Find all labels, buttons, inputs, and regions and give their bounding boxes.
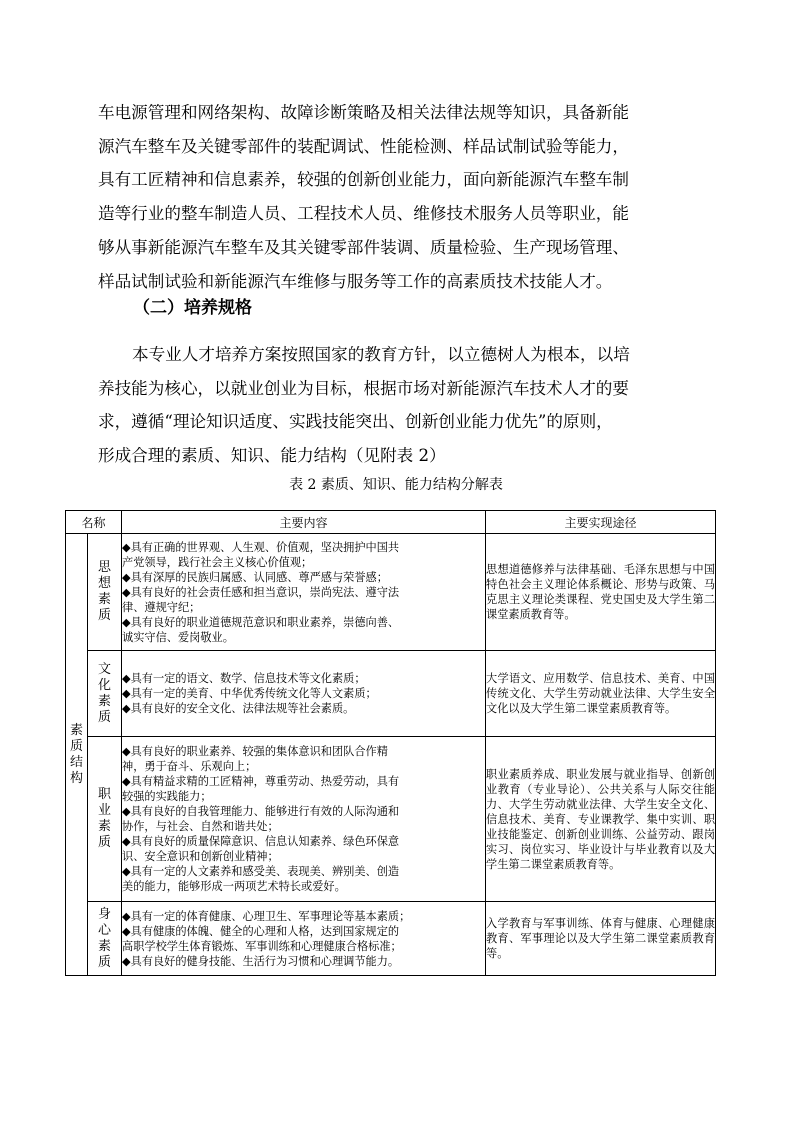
row-name-char: 质 [98,954,112,970]
header-route: 主要实现途径 [486,511,716,534]
row-name-char: 化 [98,677,112,693]
row-name-cell [88,534,122,651]
table-row [66,534,716,651]
row-content-cell [122,651,486,737]
content-line: ◆具有健康的体魄、健全的心理和人格，达到国家规定的 [122,924,400,938]
row-name-char: 素 [98,693,112,709]
paragraph-training-goal [98,96,702,298]
row-name-char: 心 [98,922,112,938]
paragraph-line: 样品试制试验和新能源汽车维修与服务等工作的高素质技术技能人才。 [98,271,613,291]
row-name-char: 文 [98,661,112,677]
paragraph-line: 源汽车整车及关键零部件的装配调试、性能检测、样品试制试验等能力， [98,136,629,156]
row-name-char: 职 [98,787,112,802]
category-char: 构 [69,770,83,786]
content-line: ◆具有正确的世界观、人生观、价值观，坚决拥护中国共 [122,540,400,554]
row-route-cell: 大学语文、应用数学、信息技术、美育、中国传统文化、大学生劳动就业法律、大学生安全文化以及大学生第二课堂素质教育等。 [486,651,716,737]
row-route-cell: 职业素质养成、职业发展与就业指导、创新创业教育（专业导论）、公共关系与人际交往能力、大学生劳动就业法律、大学生安全文化、信息技术、美育、专业课教学、集中实训、职业技能鉴定、创新创业训练、公益劳动、跟岗实习、岗位实习、毕业设计与毕业教育以及大学生第二课堂素质教育等。 [486,737,716,902]
paragraph-line: 够从事新能源汽车整车及其关键零部件装调、质量检验、生产现场管理、 [98,237,629,257]
content-line: ◆具有一定的美育、中华优秀传统文化等人文素质； [122,687,377,700]
row-name-char: 业 [98,803,112,818]
content-line: ◆具有深厚的民族归属感、认同感、尊严感与荣誉感； [122,570,388,584]
row-name-char: 质 [98,608,112,623]
row-content-cell [122,534,486,651]
header-content: 主要内容 [122,511,486,534]
content-line: ◆具有良好的健身技能、生活行为习惯和心理调节能力。 [122,954,400,968]
category-char: 质 [69,738,83,754]
paragraph-line: 本专业人才培养方案按照国家的教育方针，以立德树人为根本，以培 [132,345,630,364]
content-line: 神，勇于奋斗、乐观向上； [122,760,257,773]
header-name: 名称 [66,511,122,534]
content-line: ◆具有良好的质量保障意识、信息认知素养、绿色环保意 [122,835,400,848]
content-line: 美的能力，能够形成一两项艺术特长或爱好。 [122,880,346,893]
row-name-char: 素 [98,819,112,834]
paragraph-line: 具有工匠精神和信息素养，较强的创新创业能力，面向新能源汽车整车制 [98,170,629,190]
content-line: ◆具有良好的职业素养、较强的集体意识和团队合作精 [122,745,388,758]
content-line: 律、遵规守纪； [122,600,201,614]
row-name-char: 思 [98,560,112,575]
paragraph-line: 养技能为核心，以就业创业为目标，根据市场对新能源汽车技术人才的要 [98,378,629,398]
row-name-char: 想 [98,576,112,591]
table-header-row [66,511,716,534]
paragraph-training-spec [98,338,702,473]
section-title: （二）培养规格 [133,298,252,318]
content-line: ◆具有良好的自我管理能力、能够进行有效的人际沟通和 [122,805,400,818]
row-name-char: 素 [98,592,112,607]
content-line: 诚实守信、爱岗敬业。 [122,630,234,644]
table-caption: 表 2 素质、知识、能力结构分解表 [289,477,503,493]
content-line: 较强的实践能力； [122,790,212,803]
paragraph-line: 车电源管理和网络架构、故障诊断策略及相关法律法规等知识，具备新能 [98,103,629,122]
row-name-cell [88,902,122,976]
category-char: 结 [69,754,83,770]
paragraph-line: 形成合理的素质、知识、能力结构（见附表 2） [98,446,446,466]
content-line: 产党领导，践行社会主义核心价值观； [122,555,313,569]
content-line: ◆具有一定的体育健康、心理卫生、军事理论等基本素质； [122,909,411,923]
content-line: 协作，与社会、自然和谐共处； [122,820,279,833]
table-row [66,902,716,976]
table-row [66,651,716,737]
row-route-cell: 思想道德修养与法律基础、毛泽东思想与中国特色社会主义理论体系概论、形势与政策、马克思主义理论类课程、党史国史及大学生第二课堂素质教育等。 [486,534,716,651]
row-route-cell: 入学教育与军事训练、体育与健康、心理健康教育、军事理论以及大学生第二课堂素质教育等。 [486,902,716,976]
content-line: ◆具有良好的社会责任感和担当意识，崇尚宪法、遵守法 [122,585,400,599]
table-row [66,737,716,902]
row-name-char: 质 [98,709,112,725]
row-content-cell [122,737,486,902]
category-cell [66,534,88,976]
content-line: ◆具有一定的语文、数学、信息技术等文化素质； [122,672,366,685]
content-line: 识、安全意识和创新创业精神； [122,850,279,863]
content-line: 高职学校学生体育锻炼、军事训练和心理健康合格标准； [122,939,402,953]
paragraph-line: 造等行业的整车制造人员、工程技术人员、维修技术服务人员等职业，能 [98,204,629,224]
content-line: ◆具有良好的职业道德规范意识和职业素养，崇德向善、 [122,615,400,629]
paragraph-line: 求，遵循“理论知识适度、实践技能突出、创新创业能力优先”的原则， [98,412,613,432]
content-line: ◆具有一定的人文素养和感受美、表现美、辨别美、创造 [122,865,400,878]
row-name-cell [88,737,122,902]
content-line: ◆具有精益求精的工匠精神，尊重劳动、热爱劳动，具有 [122,775,400,788]
category-char: 素 [69,722,83,738]
row-name-cell [88,651,122,737]
row-name-char: 身 [98,906,112,922]
content-line: ◆具有良好的安全文化、法律法规等社会素质。 [122,702,355,715]
row-name-char: 质 [98,835,112,850]
structure-table [65,510,716,976]
row-name-char: 素 [98,938,112,954]
row-content-cell [122,902,486,976]
